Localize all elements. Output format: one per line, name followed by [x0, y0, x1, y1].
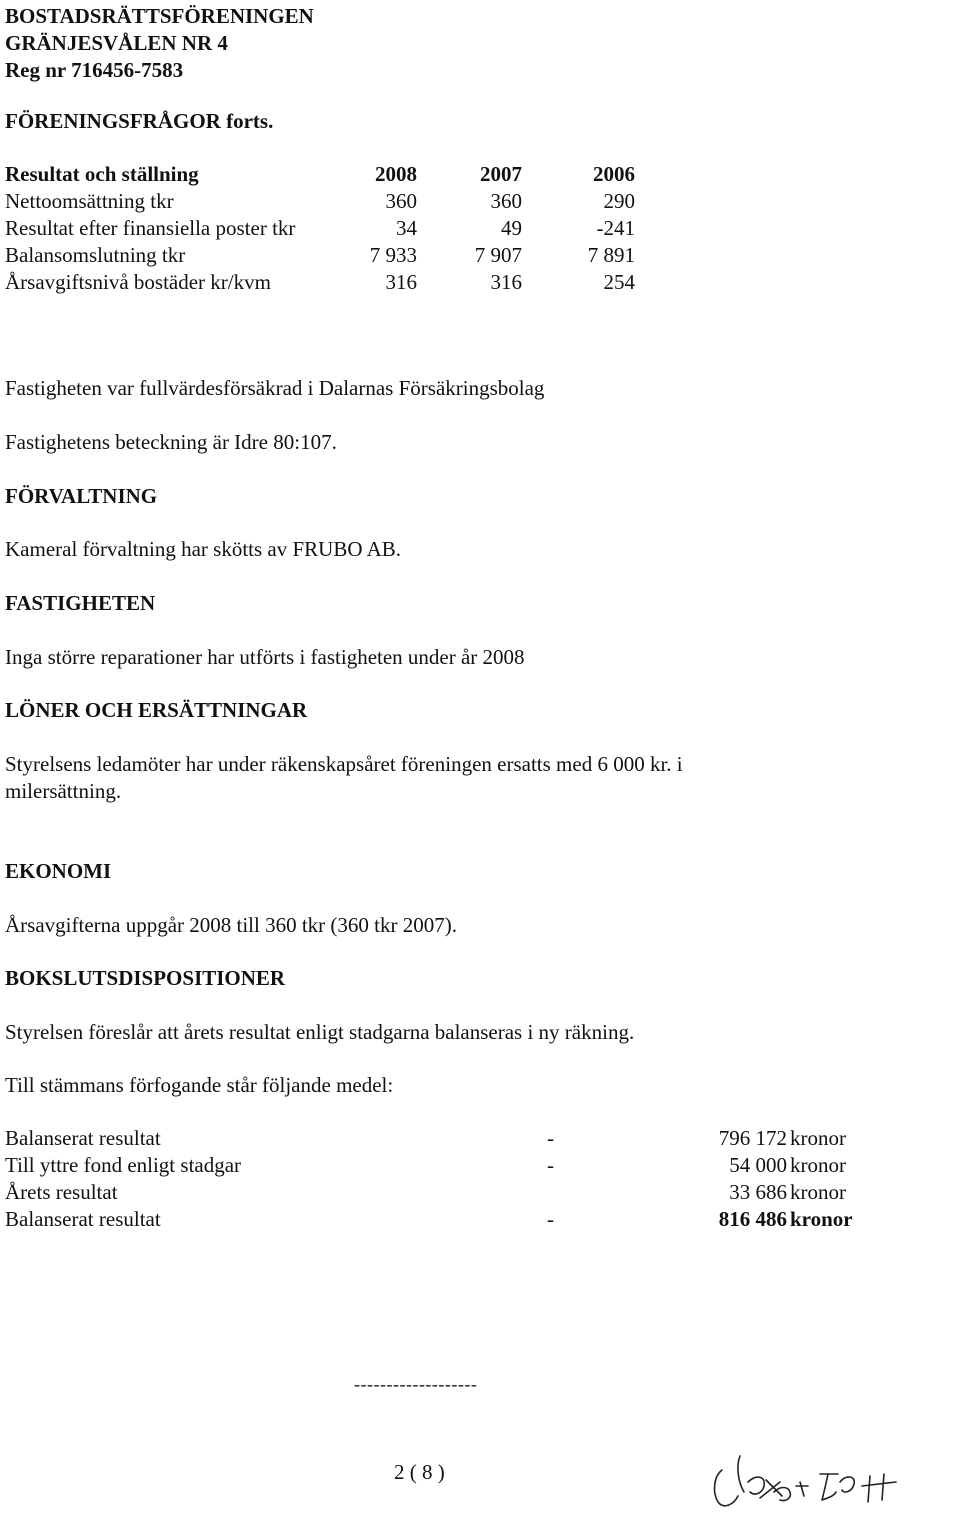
- fastigheten-heading: FASTIGHETEN: [5, 591, 156, 615]
- table-row: [5, 243, 645, 270]
- forvaltning-heading: FÖRVALTNING: [5, 484, 158, 508]
- row-unit: kronor: [790, 1180, 846, 1204]
- cell-2008: 7 933: [369, 243, 417, 267]
- table-row: [5, 189, 645, 216]
- bokslut-intro: Till stämmans förfogande står följande medel:: [5, 1073, 394, 1097]
- row-label: Resultat efter finansiella poster tkr: [5, 216, 296, 240]
- cell-2007: 49: [501, 216, 522, 240]
- table-row-total: [5, 1207, 855, 1234]
- section-title: FÖRENINGSFRÅGOR forts.: [5, 109, 274, 133]
- year-2008: 2008: [375, 162, 417, 186]
- cell-2007: 316: [490, 270, 522, 294]
- table-row: [5, 1126, 855, 1153]
- row-unit: kronor: [790, 1153, 846, 1177]
- cell-2008: 316: [385, 270, 417, 294]
- ekonomi-heading: EKONOMI: [5, 859, 112, 883]
- row-amount: 816 486: [718, 1207, 787, 1231]
- property-designation-text: Fastighetens beteckning är Idre 80:107.: [5, 430, 337, 454]
- results-heading: Resultat och ställning: [5, 162, 199, 186]
- row-dash: -: [547, 1126, 554, 1150]
- row-dash: -: [547, 1207, 554, 1231]
- cell-2007: 360: [490, 189, 522, 213]
- handwritten-signature: [700, 1452, 960, 1514]
- cell-2008: 360: [385, 189, 417, 213]
- cell-2008: 34: [396, 216, 417, 240]
- page-number: 2 ( 8 ): [394, 1460, 445, 1484]
- table-row: [5, 1153, 855, 1180]
- row-amount: 796 172: [718, 1126, 787, 1150]
- bokslut-heading: BOKSLUTSDISPOSITIONER: [5, 966, 286, 990]
- loner-text-line1: Styrelsens ledamöter har under räkenskapsåret föreningen ersatts med 6 000 kr. i: [5, 752, 683, 776]
- row-label: Nettoomsättning tkr: [5, 189, 174, 213]
- table-row: [5, 216, 645, 243]
- table-row: [5, 1180, 855, 1207]
- cell-2006: 290: [603, 189, 635, 213]
- loner-text-line2: milersättning.: [5, 779, 122, 803]
- org-name-line2: GRÄNJESVÅLEN NR 4: [5, 31, 228, 55]
- bokslut-text: Styrelsen föreslår att årets resultat enligt stadgarna balanseras i ny räkning.: [5, 1020, 635, 1044]
- row-amount: 54 000: [729, 1153, 787, 1177]
- results-header-row: [5, 162, 645, 189]
- forvaltning-text: Kameral förvaltning har skötts av FRUBO AB.: [5, 537, 402, 561]
- row-unit: kronor: [790, 1207, 853, 1231]
- loner-heading: LÖNER OCH ERSÄTTNINGAR: [5, 698, 308, 722]
- table-row: [5, 270, 645, 297]
- row-label: Årsavgiftsnivå bostäder kr/kvm: [5, 270, 271, 294]
- cell-2006: 7 891: [587, 243, 635, 267]
- insurance-text: Fastigheten var fullvärdesförsäkrad i Dalarnas Försäkringsbolag: [5, 376, 545, 400]
- row-dash: -: [547, 1153, 554, 1177]
- cell-2006: 254: [603, 270, 635, 294]
- row-label: Balanserat resultat: [5, 1207, 161, 1231]
- row-label: Balansomslutning tkr: [5, 243, 186, 267]
- org-name-line1: BOSTADSRÄTTSFÖRENINGEN: [5, 4, 314, 28]
- row-label: Balanserat resultat: [5, 1126, 161, 1150]
- registration-number: Reg nr 716456-7583: [5, 58, 184, 82]
- cell-2007: 7 907: [474, 243, 522, 267]
- ekonomi-text: Årsavgifterna uppgår 2008 till 360 tkr (360 tkr 2007).: [5, 913, 457, 937]
- row-unit: kronor: [790, 1126, 846, 1150]
- year-2007: 2007: [480, 162, 522, 186]
- row-label: Till yttre fond enligt stadgar: [5, 1153, 242, 1177]
- cell-2006: -241: [596, 216, 635, 240]
- row-amount: 33 686: [729, 1180, 787, 1204]
- row-label: Årets resultat: [5, 1180, 118, 1204]
- fastigheten-text: Inga större reparationer har utförts i fastigheten under år 2008: [5, 645, 525, 669]
- year-2006: 2006: [593, 162, 635, 186]
- footer-separator: -------------------: [354, 1374, 478, 1394]
